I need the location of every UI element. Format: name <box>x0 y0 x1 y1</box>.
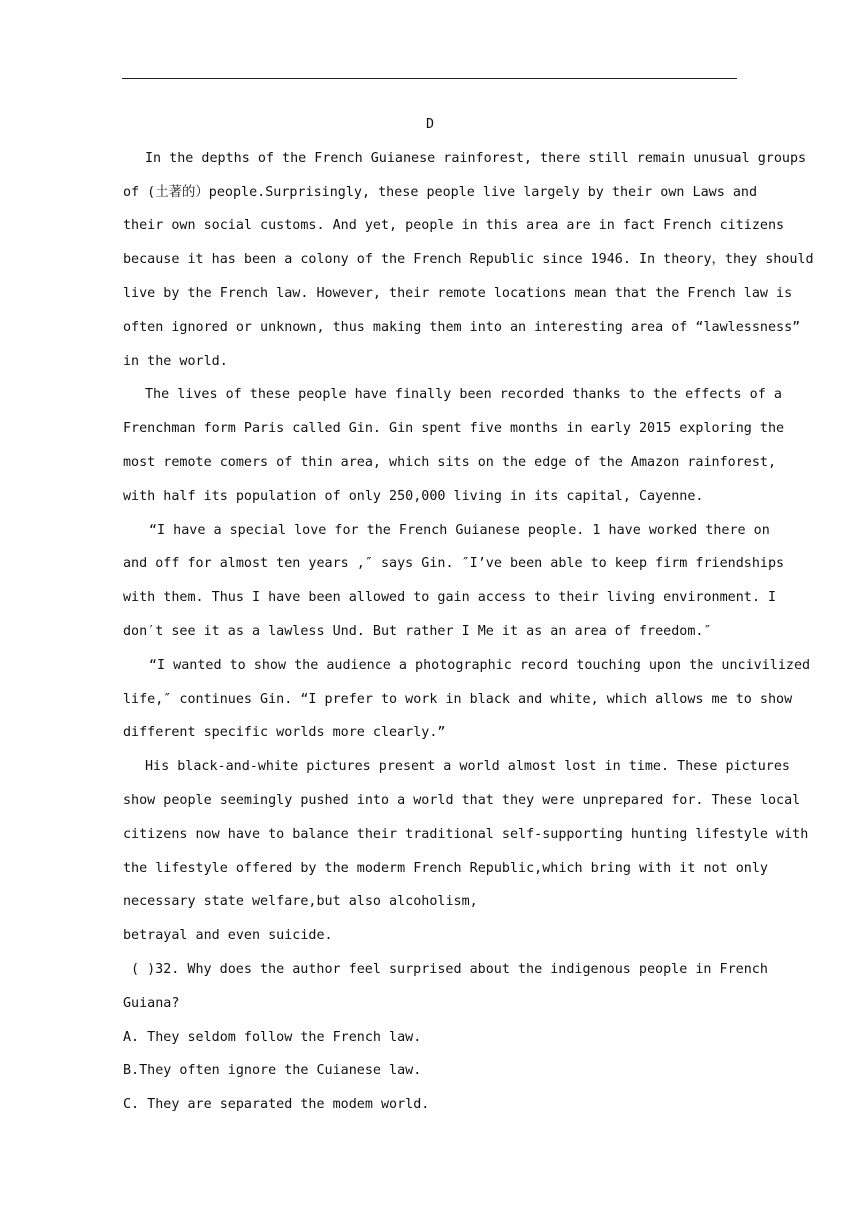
paragraph-1 <box>123 142 814 379</box>
question-32 <box>123 953 768 1122</box>
paragraph-line: the lifestyle offered by the moderm French Republic,which bring with it not only <box>123 860 768 876</box>
paragraph-line: Frenchman form Paris called Gin. Gin spent five months in early 2015 exploring the <box>123 421 785 437</box>
paragraph-line: with half its population of only 250,000 living in its capital, Cayenne. <box>123 488 704 504</box>
answer-option-b: B.They often ignore the Cuianese law. <box>123 1063 422 1079</box>
paragraph-line: different specific worlds more clearly.” <box>123 725 446 741</box>
header-rule <box>122 78 737 79</box>
paragraph-line: and off for almost ten years ,″ says Gin. ″I’ve been able to keep firm friendships <box>123 556 785 572</box>
question-stem: ( )32. Why does the author feel surprised about the indigenous people in French <box>131 961 768 977</box>
document-body <box>123 108 814 1122</box>
paragraph-line: live by the French law. However, their remote locations mean that the French law is <box>123 285 793 301</box>
paragraph-line: The lives of these people have finally been recorded thanks to the effects of a <box>145 387 782 403</box>
paragraph-5 <box>123 750 809 953</box>
paragraph-2 <box>123 378 785 513</box>
paragraph-line: don′t see it as a lawless Und. But rather I Me it as an area of freedom.″ <box>123 623 712 639</box>
answer-option-c: C. They are separated the modem world. <box>123 1097 430 1113</box>
paragraph-line: with them. Thus I have been allowed to gain access to their living environment. I <box>123 590 777 606</box>
paragraph-3 <box>123 514 785 649</box>
paragraph-line: citizens now have to balance their traditional self-supporting hunting lifestyle with <box>123 826 809 842</box>
paragraph-line: necessary state welfare,but also alcoholism, <box>123 894 478 910</box>
section-letter: D <box>425 117 435 132</box>
paragraph-line: because it has been a colony of the French Republic since 1946. In theory，they should <box>123 252 814 268</box>
paragraph-4 <box>123 649 811 750</box>
paragraph-line: most remote comers of thin area, which sits on the edge of the Amazon rainforest, <box>123 454 777 470</box>
paragraph-line: show people seemingly pushed into a world that they were unprepared for. These local <box>123 792 801 808</box>
paragraph-line: In the depths of the French Guianese rainforest, there still remain unusual groups <box>145 150 807 166</box>
paragraph-line: their own social customs. And yet, people in this area are in fact French citizens <box>123 218 785 234</box>
paragraph-line: “I wanted to show the audience a photographic record touching upon the uncivilized <box>149 657 811 673</box>
paragraph-line: of (土著的）people.Surprisingly, these people live largely by their own Laws and <box>123 184 758 200</box>
paragraph-line: His black-and-white pictures present a world almost lost in time. These pictures <box>145 759 790 775</box>
paragraph-line: in the world. <box>123 353 228 369</box>
paragraph-line: betrayal and even suicide. <box>123 928 333 944</box>
paragraph-line: “I have a special love for the French Guianese people. 1 have worked there on <box>149 522 770 538</box>
paragraph-line: often ignored or unknown, thus making them into an interesting area of “lawlessness” <box>123 319 801 335</box>
question-stem: Guiana? <box>123 995 180 1011</box>
answer-option-a: A. They seldom follow the French law. <box>123 1029 422 1045</box>
paragraph-line: life,″ continues Gin. “I prefer to work in black and white, which allows me to show <box>123 691 793 707</box>
